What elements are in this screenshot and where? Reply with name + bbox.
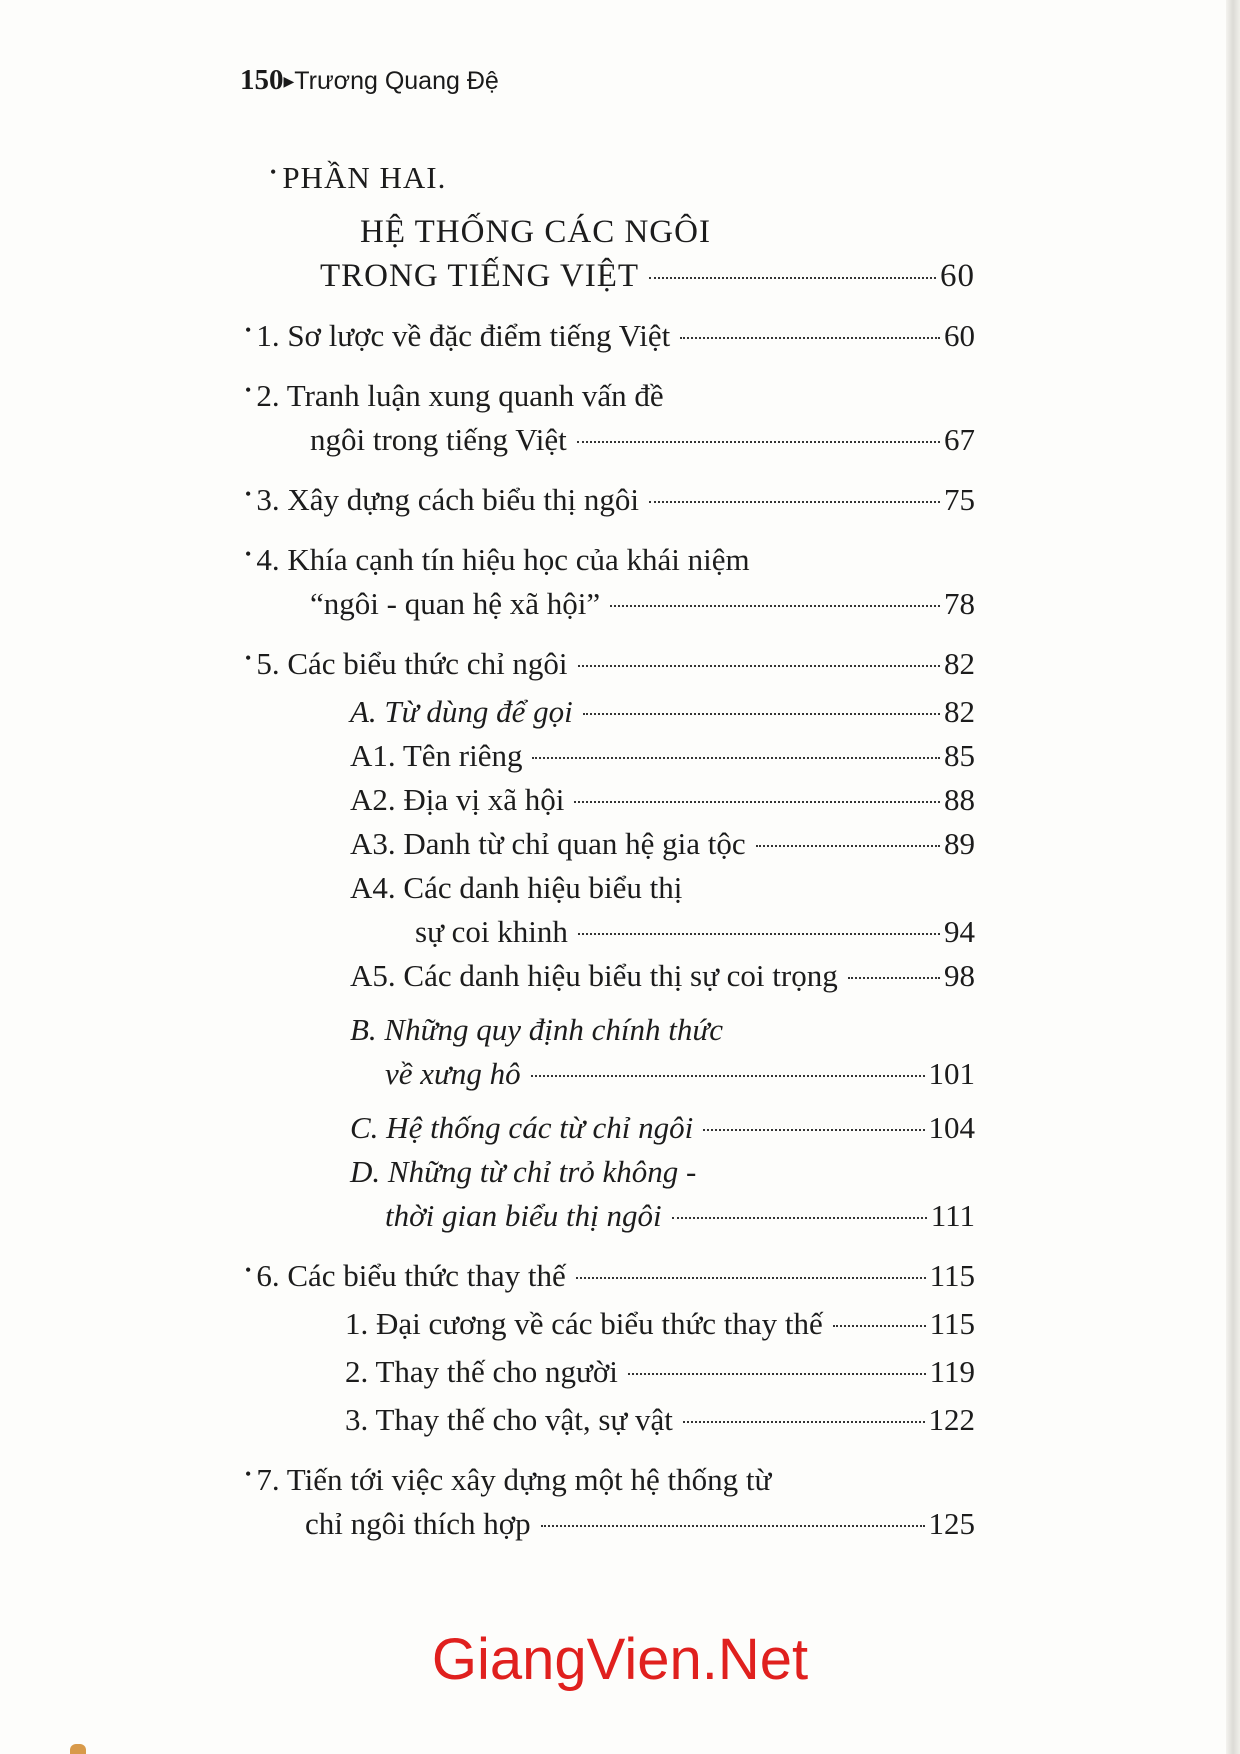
- bullet-icon: •: [245, 320, 252, 340]
- toc-entry-5-a3: [350, 822, 975, 866]
- page-ref: 115: [929, 1258, 975, 1293]
- toc-entry-5-a4-line1: A4. Các danh hiệu biểu thị: [350, 870, 683, 905]
- leader-dots: [756, 845, 940, 847]
- leader-dots: [532, 757, 940, 759]
- page-edge-shadow: [1226, 0, 1240, 1754]
- entry-title: 2. Tranh luận xung quanh vấn đề: [256, 378, 664, 413]
- page-ref: 89: [944, 826, 975, 861]
- toc-entry-7-line1: [245, 1452, 975, 1502]
- entry-title: 4. Khía cạnh tín hiệu học của khái niệm: [256, 542, 750, 577]
- entry-title: 1. Đại cương về các biểu thức thay thế: [345, 1306, 823, 1341]
- page-ref: 101: [928, 1056, 975, 1091]
- toc-entry-6-1: [345, 1302, 975, 1346]
- entry-title: A1. Tên riêng: [350, 738, 523, 773]
- corner-mark: [70, 1744, 86, 1754]
- page-ref: 67: [944, 422, 975, 457]
- page-ref: 82: [944, 694, 975, 729]
- page-ref: 119: [929, 1354, 975, 1389]
- entry-title-cont: ngôi trong tiếng Việt: [310, 422, 567, 457]
- bullet-icon: •: [270, 162, 278, 182]
- toc-entry-7: [305, 1502, 975, 1546]
- toc-entry-5-b-line1: B. Những quy định chính thức: [350, 1012, 724, 1047]
- toc-entry-5-b: [385, 1052, 975, 1096]
- leader-dots: [703, 1129, 924, 1131]
- toc-entry-5-d-line1: D. Những từ chỉ trỏ không -: [350, 1154, 697, 1189]
- entry-title-cont: chỉ ngôi thích hợp: [305, 1506, 531, 1541]
- page-ref: 75: [944, 482, 975, 517]
- entry-title-cont: sự coi khinh: [415, 914, 568, 949]
- page-ref: 111: [930, 1198, 975, 1233]
- leader-dots: [576, 1277, 926, 1279]
- author-name: Trương Quang Đệ: [294, 67, 499, 95]
- toc-entry-5-a: [350, 690, 975, 734]
- arrow-icon: ▶: [283, 73, 295, 89]
- part-title-line1: HỆ THỐNG CÁC NGÔI: [360, 214, 711, 250]
- page-ref: 60: [940, 258, 975, 294]
- bullet-icon: •: [245, 484, 252, 504]
- entry-title: 2. Thay thế cho người: [345, 1354, 618, 1389]
- leader-dots: [610, 605, 940, 607]
- page-ref: 78: [944, 586, 975, 621]
- entry-title: 6. Các biểu thức thay thế: [256, 1258, 566, 1293]
- toc-entry-3: [245, 472, 975, 522]
- page-ref: 122: [928, 1402, 975, 1437]
- entry-title: A. Từ dùng để gọi: [350, 694, 573, 729]
- toc-entry-6: [245, 1248, 975, 1298]
- leader-dots: [578, 933, 940, 935]
- leader-dots: [583, 713, 940, 715]
- leader-dots: [672, 1217, 927, 1219]
- entry-title: A3. Danh từ chỉ quan hệ gia tộc: [350, 826, 746, 861]
- toc-entry-5-a1: [350, 734, 975, 778]
- leader-dots: [541, 1525, 925, 1527]
- entry-title-cont: về xưng hô: [385, 1056, 521, 1091]
- leader-dots: [628, 1373, 926, 1375]
- leader-dots: [848, 977, 940, 979]
- page-ref: 88: [944, 782, 975, 817]
- leader-dots: [683, 1421, 925, 1423]
- entry-title: A2. Địa vị xã hội: [350, 782, 565, 817]
- entry-title: C. Hệ thống các từ chỉ ngôi: [350, 1110, 694, 1145]
- entry-title: 1. Sơ lược về đặc điểm tiếng Việt: [256, 318, 671, 353]
- toc-entry-5-c: [350, 1106, 975, 1150]
- toc-entry-part-two: [320, 254, 975, 298]
- entry-title-cont: “ngôi - quan hệ xã hội”: [310, 586, 601, 621]
- bullet-icon: •: [245, 544, 252, 564]
- page-ref: 125: [928, 1506, 975, 1541]
- leader-dots: [577, 441, 940, 443]
- page-ref: 85: [944, 738, 975, 773]
- toc-entry-1: [245, 308, 975, 358]
- leader-dots: [649, 277, 936, 279]
- page-ref: 82: [944, 646, 975, 681]
- leader-dots: [531, 1075, 925, 1077]
- page-ref: 104: [928, 1110, 975, 1145]
- toc-entry-5-a5: [350, 954, 975, 998]
- toc-entry-4-line1: [245, 532, 975, 582]
- leader-dots: [574, 801, 940, 803]
- entry-title: 7. Tiến tới việc xây dựng một hệ thống từ: [256, 1462, 772, 1497]
- entry-title: A5. Các danh hiệu biểu thị sự coi trọng: [350, 958, 838, 993]
- leader-dots: [578, 665, 940, 667]
- toc-entry-5-d: [385, 1194, 975, 1238]
- entry-title: 3. Thay thế cho vật, sự vật: [345, 1402, 673, 1437]
- bullet-icon: •: [245, 1260, 252, 1280]
- watermark-text: GiangVien.Net: [431, 1627, 809, 1692]
- toc-entry-5: [245, 636, 975, 686]
- bullet-icon: •: [245, 1464, 252, 1484]
- toc-entry-6-3: [345, 1398, 975, 1442]
- entry-title: 3. Xây dựng cách biểu thị ngôi: [256, 482, 639, 517]
- toc-entry-5-a4: [415, 910, 975, 954]
- toc-entry-2-line1: [245, 368, 975, 418]
- bullet-icon: •: [245, 380, 252, 400]
- toc-entry-6-2: [345, 1350, 975, 1394]
- toc-entry-5-a2: [350, 778, 975, 822]
- table-of-contents: [245, 150, 975, 1546]
- page-ref: 115: [929, 1306, 975, 1341]
- entry-title: 5. Các biểu thức chỉ ngôi: [256, 646, 568, 681]
- page-number: 150: [240, 64, 284, 96]
- page-ref: 98: [944, 958, 975, 993]
- leader-dots: [680, 337, 940, 339]
- part-label: • PHẦN HAI.: [270, 160, 447, 195]
- bullet-icon: •: [245, 648, 252, 668]
- leader-dots: [833, 1325, 926, 1327]
- running-head: [240, 64, 499, 97]
- page-ref: 94: [944, 914, 975, 949]
- entry-title-cont: thời gian biểu thị ngôi: [385, 1198, 662, 1233]
- page-ref: 60: [944, 318, 975, 353]
- part-title-line2: TRONG TIẾNG VIỆT: [320, 258, 640, 294]
- toc-entry-2: [310, 418, 975, 462]
- leader-dots: [649, 501, 940, 503]
- toc-entry-4: [310, 582, 975, 626]
